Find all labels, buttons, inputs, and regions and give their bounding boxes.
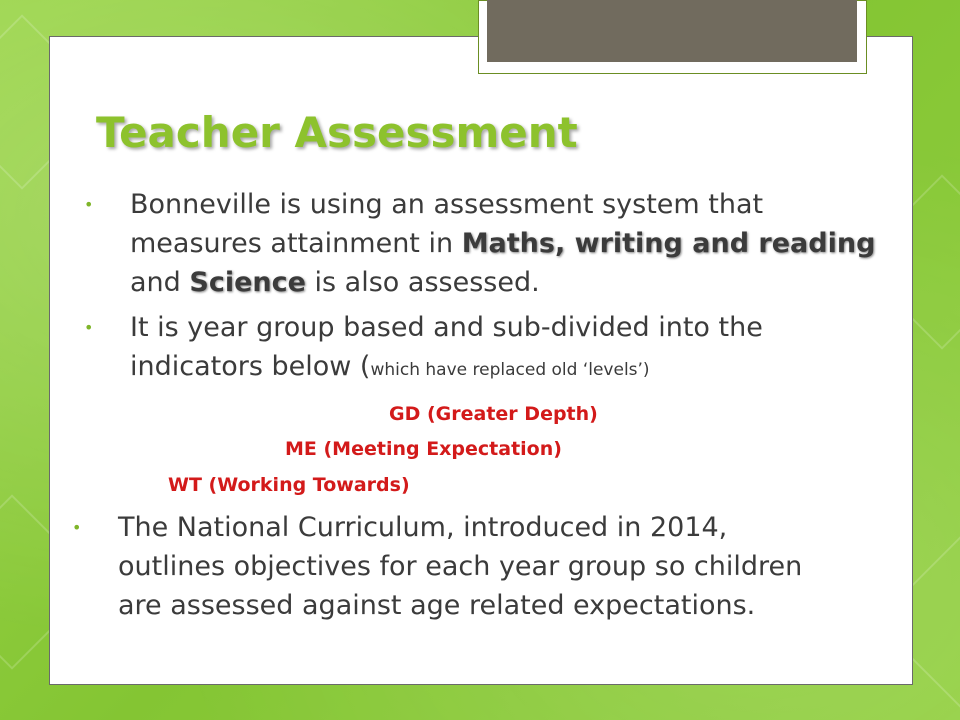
header-tab [487, 0, 857, 62]
bullet-assessment-system [84, 185, 890, 302]
bullet-icon: • [72, 518, 82, 537]
bullet-icon: • [84, 318, 94, 337]
highlight-science: Science [189, 267, 306, 298]
indicator-greater-depth: GD (Greater Depth) [389, 403, 598, 425]
indicator-working-towards: WT (Working Towards) [168, 474, 410, 496]
slide-title: Teacher Assessment [96, 108, 578, 157]
bullet-note: which have replaced old ‘levels’) [370, 360, 650, 380]
highlight-subjects: Maths, writing and reading [461, 228, 876, 259]
bullet-text: It is year group based and sub-divided into the indicators below ( [130, 312, 763, 382]
bullet-text: is also assessed. [305, 267, 540, 298]
bullet-text: The National Curriculum, introduced in 2014, outlines objectives for each year group so children are assessed against age related expectations. [118, 512, 803, 621]
bullet-icon: • [84, 195, 94, 214]
bullet-year-group [84, 308, 890, 390]
bullet-national-curriculum [72, 508, 838, 625]
bullet-text: and [130, 267, 190, 298]
indicator-meeting-expectation: ME (Meeting Expectation) [285, 438, 562, 460]
bullet-text: Bonneville is using an assessment system that measures attainment in [130, 189, 764, 259]
